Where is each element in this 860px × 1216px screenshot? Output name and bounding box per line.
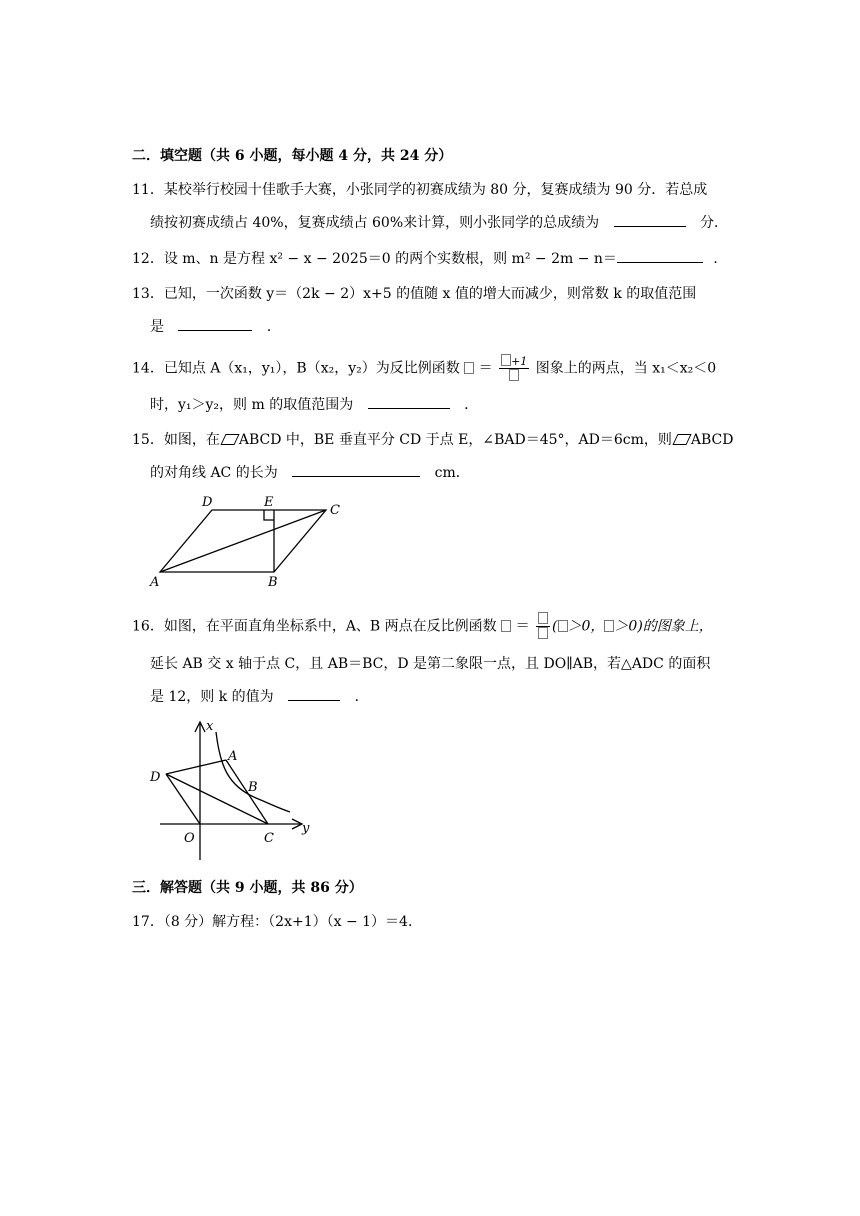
- question-11-line1: 11．某校举行校园十佳歌手大赛，小张同学的初赛成绩为 80 分，复赛成绩为 90 分．若总成: [132, 182, 708, 198]
- question-16-text-c: 是 12，则 k 的值为: [150, 689, 274, 705]
- section-heading: 三．解答题（共 9 小题，共 86 分）: [132, 880, 363, 896]
- missing-glyph-icon: [501, 354, 511, 366]
- question-14-text-c: 时，y₁＞y₂，则 m 的取值范围为: [150, 397, 354, 413]
- parallelogram-figure: [146, 490, 356, 590]
- question-13-tail: ．: [266, 319, 281, 335]
- parallelogram-icon: [220, 434, 239, 445]
- condition-open: (: [552, 618, 558, 635]
- question-11-text: 绩按初赛成绩占 40%，复赛成绩占 60%来计算，则小张同学的总成绩为: [150, 215, 600, 231]
- question-13-line1: 13．已知，一次函数 y＝（2k − 2）x+5 的值随 x 值的增大而减少，则常数 k 的取值范围: [132, 286, 697, 302]
- parallelogram-icon: [672, 434, 691, 445]
- section-heading: 二．填空题（共 6 小题，每小题 4 分，共 24 分）: [132, 148, 453, 164]
- answer-blank: [617, 248, 703, 263]
- question-16-tail: ．: [354, 689, 369, 705]
- missing-glyph-icon: [558, 620, 568, 632]
- answer-blank: [292, 462, 420, 477]
- question-14-tail: ．: [464, 397, 479, 413]
- label-e: E: [264, 495, 274, 510]
- right-angle-mark: [264, 510, 274, 520]
- answer-blank: [178, 316, 252, 331]
- missing-glyph-icon: [604, 620, 614, 632]
- question-12-text: 12．设 m、n 是方程 x² − x − 2025＝0 的两个实数根，则 m² − 2m − n＝: [132, 251, 617, 267]
- question-16-line1: 16．如图，在平面直角坐标系中，A、B 两点在反比例函数 ＝ ( ＞0， ＞0)的图象上，: [132, 612, 713, 641]
- label-b: B: [268, 575, 278, 590]
- label-c: C: [330, 503, 340, 518]
- question-16-line3: [150, 686, 369, 707]
- coordinate-figure: [146, 716, 316, 862]
- fraction: [499, 354, 529, 383]
- missing-glyph-icon: [464, 362, 474, 374]
- question-16-text: 16．如图，在平面直角坐标系中，A、B 两点在反比例函数: [132, 618, 497, 635]
- answer-blank: [368, 394, 450, 409]
- label-d: D: [150, 770, 161, 785]
- label-a: A: [150, 575, 160, 590]
- condition-2: ＞0)的图象上，: [614, 618, 713, 635]
- label-b: B: [248, 780, 258, 795]
- label-a: A: [228, 749, 238, 764]
- label-c: C: [264, 831, 274, 846]
- question-14-line2: [150, 394, 478, 415]
- missing-glyph-icon: [538, 627, 548, 639]
- segment-do: [166, 774, 200, 824]
- missing-glyph-icon: [501, 620, 511, 632]
- question-15-text-c: ABCD: [690, 432, 734, 448]
- condition-1: ＞0，: [567, 618, 605, 635]
- question-14-text: 14．已知点 A（x₁，y₁），B（x₂，y₂）为反比例函数: [132, 360, 460, 377]
- question-13-line2: [150, 316, 281, 337]
- answer-blank: [614, 212, 686, 227]
- segment-da: [166, 760, 226, 774]
- question-15-tail: cm．: [434, 465, 470, 481]
- question-17: 17．（8 分）解方程：（2x+1）（x − 1）＝4．: [132, 914, 422, 930]
- missing-glyph-icon: [538, 612, 548, 624]
- label-d: D: [202, 495, 213, 510]
- question-14-line1: 14．已知点 A（x₁，y₁），B（x₂，y₂）为反比例函数 ＝ +1 图象上的两点，当 x₁＜x₂＜0: [132, 354, 716, 383]
- question-11-tail: 分．: [700, 215, 729, 231]
- question-15-text: 15．如图，在: [132, 432, 220, 448]
- question-15-line2: [150, 462, 470, 483]
- question-15-text-d: 的对角线 AC 的长为: [150, 465, 278, 481]
- question-14-text-b: 图象上的两点，当 x₁＜x₂＜0: [535, 360, 717, 377]
- fraction-numerator: +1: [511, 355, 528, 368]
- question-12-tail: ．: [713, 251, 728, 267]
- label-x: x: [206, 719, 214, 734]
- answer-blank: [288, 686, 340, 701]
- missing-glyph-icon: [509, 369, 519, 381]
- question-15-line1: [132, 430, 733, 450]
- question-16-line2: 延长 AB 交 x 轴于点 C，且 AB＝BC，D 是第二象限一点，且 DO∥AB，若△ADC 的面积: [150, 656, 711, 672]
- question-13-text: 是: [150, 319, 164, 335]
- fraction: [536, 612, 550, 641]
- question-11-line2: [150, 212, 728, 233]
- label-o: O: [184, 831, 195, 846]
- label-y: y: [302, 821, 310, 836]
- question-12: [132, 248, 727, 269]
- question-15-text-b: ABCD 中，BE 垂直平分 CD 于点 E，∠BAD＝45°，AD＝6cm，则: [238, 432, 672, 448]
- diagonal-ac: [160, 510, 326, 572]
